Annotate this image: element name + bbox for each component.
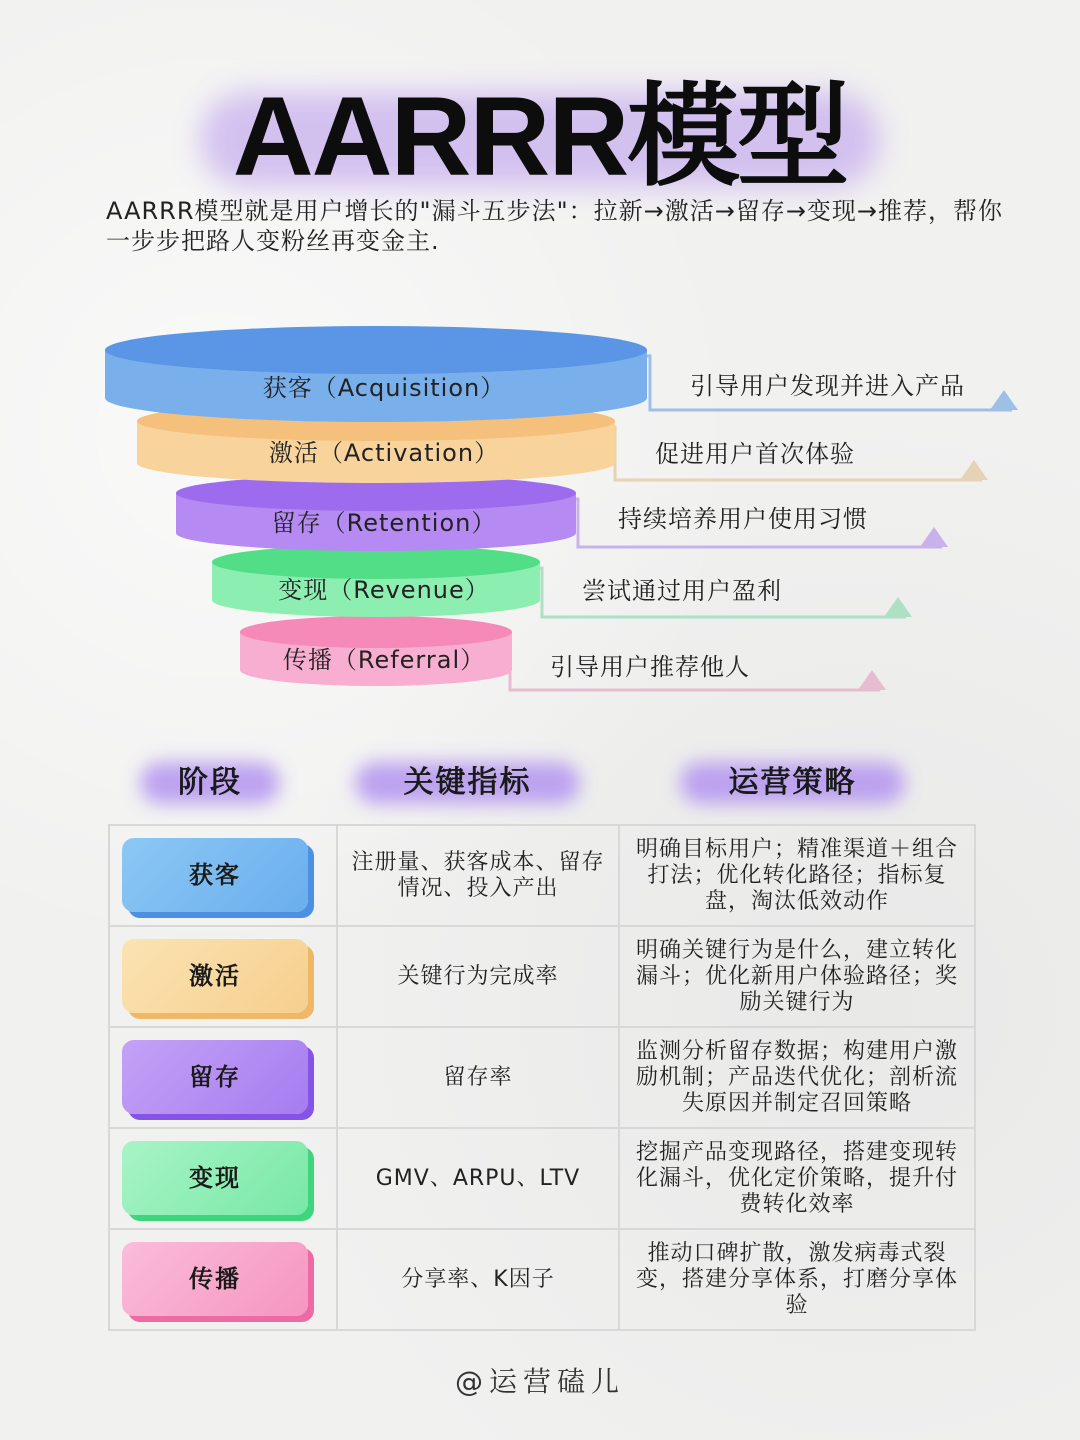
triangle-marker-icon	[884, 597, 912, 617]
strategy-cell: 推动口碑扩散，激发病毒式裂变，搭建分享体系，打磨分享体验	[619, 1229, 975, 1330]
column-header-metrics: 关键指标	[355, 758, 580, 808]
metrics-cell: 分享率、K因子	[337, 1229, 619, 1330]
disc-top	[240, 616, 512, 648]
table-row	[109, 1027, 975, 1128]
stage-chip: 传播	[122, 1242, 308, 1316]
funnel-layer	[212, 545, 912, 617]
aarrr-table	[108, 824, 976, 1331]
author-handle: @运营磕儿	[454, 1365, 625, 1398]
funnel-stage-description: 尝试通过用户盈利	[582, 577, 782, 605]
stage-cell	[109, 926, 337, 1027]
triangle-marker-icon	[858, 670, 886, 690]
funnel-stage-label: 激活（Activation）	[268, 439, 500, 467]
stage-chip: 留存	[122, 1040, 308, 1114]
funnel-stage-label: 留存（Retention）	[271, 509, 497, 537]
strategy-cell: 明确关键行为是什么，建立转化漏斗；优化新用户体验路径；奖励关键行为	[619, 926, 975, 1027]
strategy-cell: 明确目标用户；精准渠道＋组合打法；优化转化路径；指标复盘，淘汰低效动作	[619, 825, 975, 926]
metrics-cell: GMV、ARPU、LTV	[337, 1128, 619, 1229]
strategy-cell: 监测分析留存数据；构建用户激励机制；产品迭代优化；剖析流失原因并制定召回策略	[619, 1027, 975, 1128]
stage-cell	[109, 1229, 337, 1330]
stage-chip: 激活	[122, 939, 308, 1013]
triangle-marker-icon	[990, 390, 1018, 410]
funnel-stage-description: 引导用户发现并进入产品	[690, 372, 965, 400]
disc-top	[105, 326, 647, 374]
triangle-marker-icon	[960, 460, 988, 480]
table-row	[109, 926, 975, 1027]
funnel-stage-label: 获客（Acquisition）	[262, 374, 506, 402]
metrics-cell: 留存率	[337, 1027, 619, 1128]
funnel-stage-description: 持续培养用户使用习惯	[618, 505, 868, 533]
stage-chip: 变现	[122, 1141, 308, 1215]
funnel-stage-label: 变现（Revenue）	[278, 576, 490, 604]
column-header-stage: 阶段	[140, 758, 280, 808]
metrics-cell: 关键行为完成率	[337, 926, 619, 1027]
stage-cell	[109, 1128, 337, 1229]
strategy-cell: 挖掘产品变现路径，搭建变现转化漏斗，优化定价策略，提升付费转化效率	[619, 1128, 975, 1229]
stage-chip: 获客	[122, 838, 308, 912]
funnel-stage-description: 促进用户首次体验	[655, 440, 855, 468]
stage-cell	[109, 825, 337, 926]
table-row	[109, 1229, 975, 1330]
triangle-marker-icon	[920, 527, 948, 547]
funnel-layer	[105, 326, 1018, 422]
funnel-layer	[176, 475, 948, 551]
intro-text: AARRR模型就是用户增长的"漏斗五步法"：拉新→激活→留存→变现→推荐，帮你一步步把路人变粉丝再变金主.	[106, 197, 1004, 255]
funnel-stage-description: 引导用户推荐他人	[550, 653, 750, 681]
stage-cell	[109, 1027, 337, 1128]
funnel-stage-label: 传播（Referral）	[282, 646, 486, 674]
page-title: AARRR模型	[232, 74, 848, 199]
metrics-cell: 注册量、获客成本、留存情况、投入产出	[337, 825, 619, 926]
table-row	[109, 825, 975, 926]
column-header-strategy: 运营策略	[680, 758, 905, 808]
table-row	[109, 1128, 975, 1229]
funnel-layer	[240, 616, 886, 690]
